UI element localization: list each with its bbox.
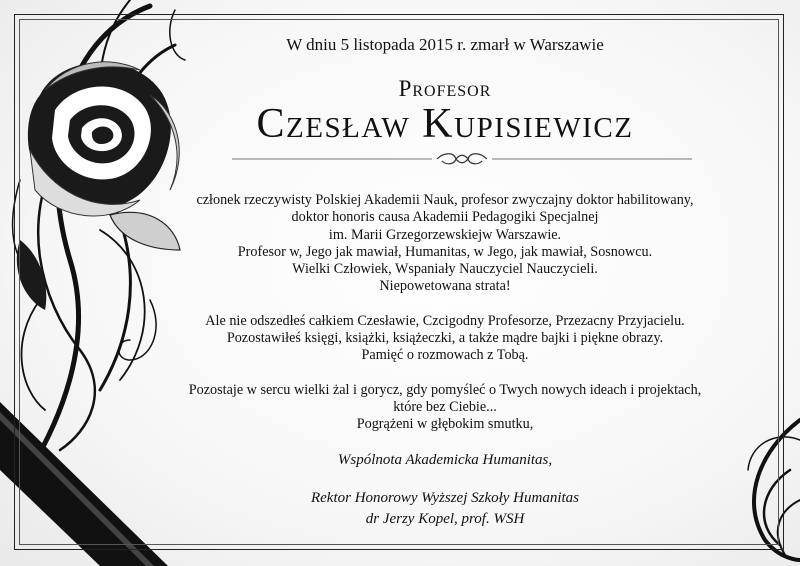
text-line: Ale nie odszedłeś całkiem Czesławie, Czcigodny Profesorze, Przezacny Przyjacielu. [205,312,685,329]
signature-role: Rektor Honorowy Wyższej Szkoły Humanitas [310,490,580,506]
ornament-divider [232,151,692,167]
text-line: Wielki Człowiek, Wspaniały Nauczyciel Nauczycieli. [292,261,598,278]
paragraph-1 [150,192,740,296]
announcement-line: W dniu 5 listopada 2015 r. zmarł w Warszawie [286,35,604,54]
paragraph-2 [150,313,740,365]
text-line: Niepowetowana strata! [379,278,511,295]
signature-organization: Wspólnota Akademicka Humanitas, [337,452,553,468]
text-line: doktor honoris causa Akademii Pedagogiki Specjalnej [291,209,599,226]
text-line: Pozostaje w sercu wielki żal i gorycz, gdy pomyśleć o Twych nowych ideach i projektach, [188,381,702,398]
text-line: Pogrążeni w głębokim smutku, [356,416,534,433]
signature-person: dr Jerzy Kopel, prof. WSH [365,511,525,527]
title-profesor: Profesor [398,76,492,101]
deceased-name: Czesław Kupisiewicz [256,101,634,147]
paragraph-3 [150,382,740,434]
text-line: Profesor w, Jego jak mawiał, Humanitas, w Jego, jak mawiał, Sosnowcu. [237,243,653,260]
obituary-body [150,192,740,434]
text-line: które bez Ciebie... [393,398,497,415]
text-line: im. Marii Grzegorzewskiejw Warszawie. [328,226,562,243]
text-line: Pozostawiłeś księgi, książki, książeczki, a także mądre bajki i piękne obrazy. [226,330,664,347]
text-line: Pamięć o rozmowach z Tobą. [361,347,529,364]
text-line: członek rzeczywisty Polskiej Akademii Nauk, profesor zwyczajny doktor habilitowany, [196,192,694,208]
